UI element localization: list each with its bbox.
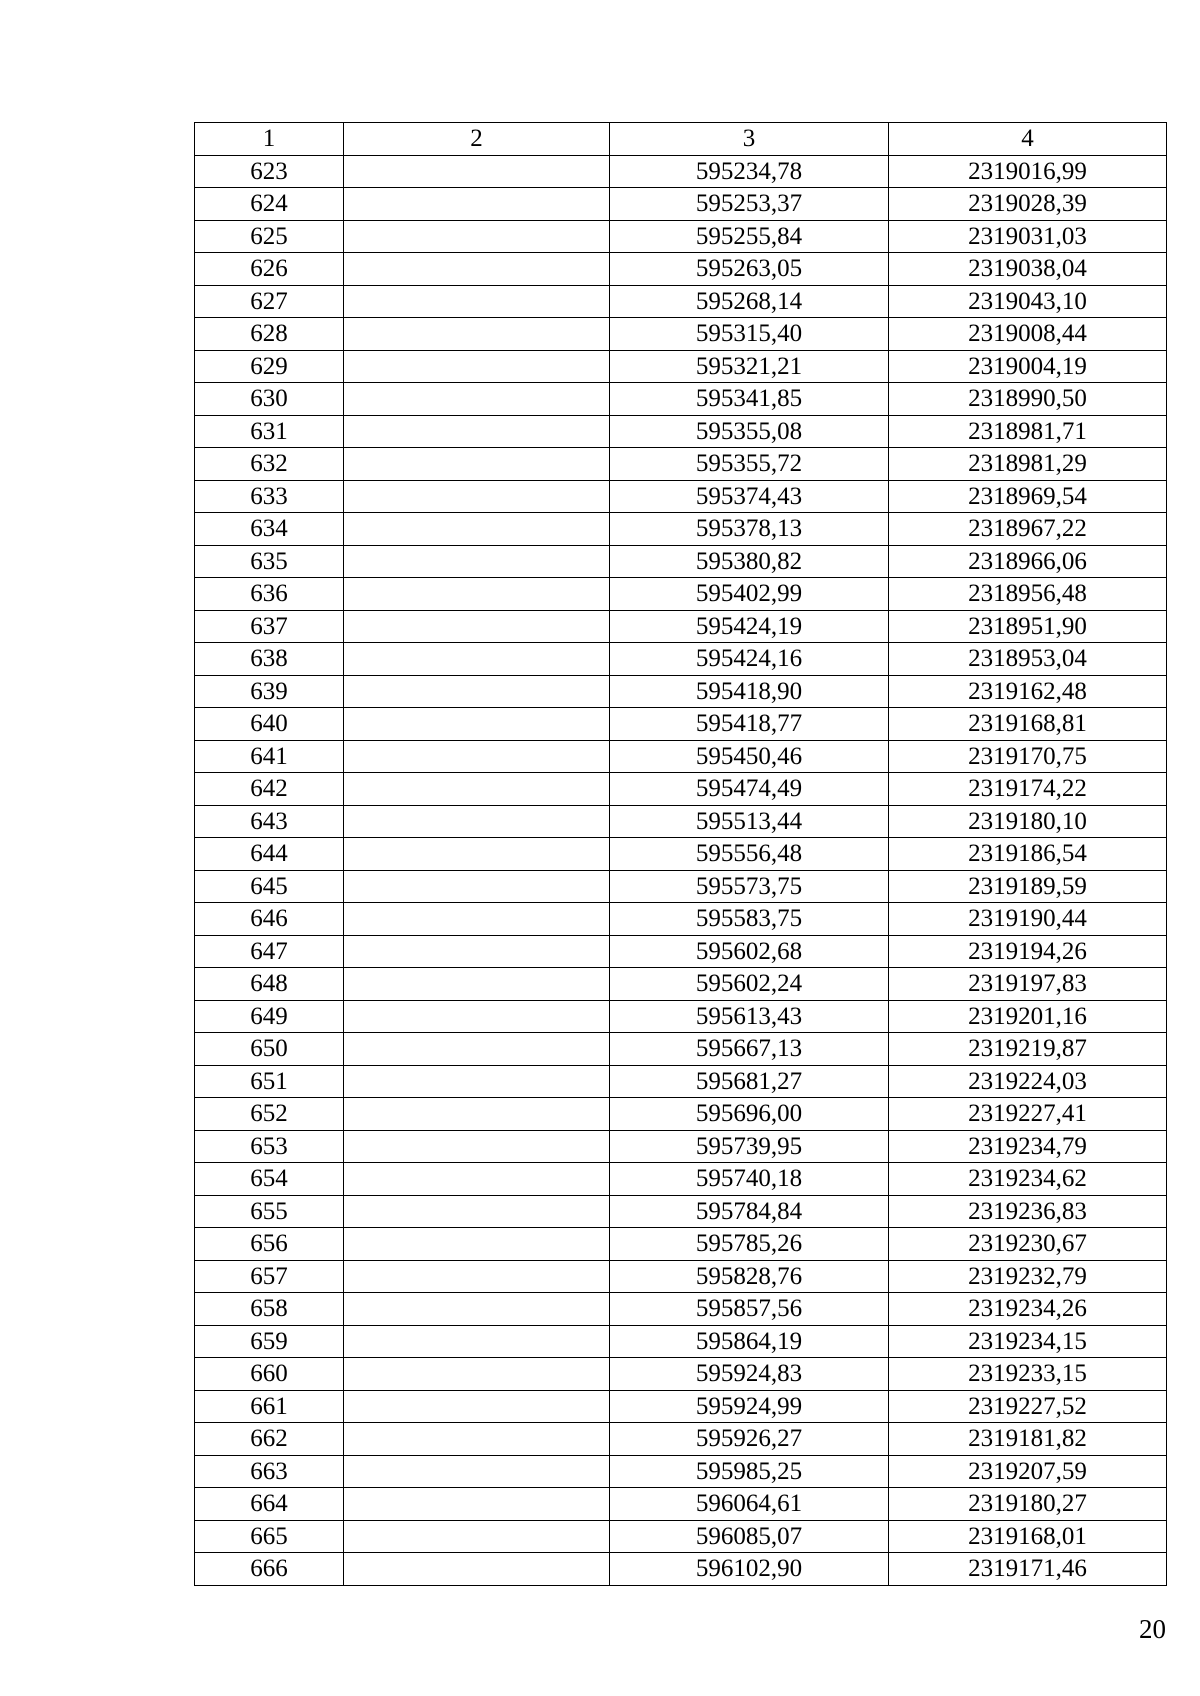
table-row [195, 1390, 1167, 1423]
description-cell [344, 1098, 610, 1131]
y-coordinate-cell: 2319197,83 [889, 968, 1167, 1001]
y-coordinate-cell: 2319180,10 [889, 805, 1167, 838]
x-coordinate-cell: 595556,48 [610, 838, 889, 871]
point-number-cell: 625 [195, 220, 344, 253]
description-cell [344, 935, 610, 968]
description-cell [344, 448, 610, 481]
column-header-1: 1 [195, 123, 344, 156]
x-coordinate-cell: 595573,75 [610, 870, 889, 903]
y-coordinate-cell: 2319190,44 [889, 903, 1167, 936]
table-row [195, 1228, 1167, 1261]
description-cell [344, 513, 610, 546]
table-row [195, 773, 1167, 806]
x-coordinate-cell: 595234,78 [610, 155, 889, 188]
description-cell [344, 1130, 610, 1163]
x-coordinate-cell: 595424,19 [610, 610, 889, 643]
description-cell [344, 708, 610, 741]
y-coordinate-cell: 2319234,26 [889, 1293, 1167, 1326]
y-coordinate-cell: 2318956,48 [889, 578, 1167, 611]
table-row [195, 643, 1167, 676]
x-coordinate-cell: 595857,56 [610, 1293, 889, 1326]
y-coordinate-cell: 2319168,01 [889, 1520, 1167, 1553]
y-coordinate-cell: 2319201,16 [889, 1000, 1167, 1033]
description-cell [344, 1033, 610, 1066]
point-number-cell: 658 [195, 1293, 344, 1326]
table-row [195, 1488, 1167, 1521]
table-body [195, 155, 1167, 1585]
description-cell [344, 1520, 610, 1553]
y-coordinate-cell: 2319170,75 [889, 740, 1167, 773]
y-coordinate-cell: 2319224,03 [889, 1065, 1167, 1098]
y-coordinate-cell: 2319207,59 [889, 1455, 1167, 1488]
table-row [195, 870, 1167, 903]
y-coordinate-cell: 2319234,79 [889, 1130, 1167, 1163]
table-row [195, 578, 1167, 611]
x-coordinate-cell: 595378,13 [610, 513, 889, 546]
description-cell [344, 188, 610, 221]
point-number-cell: 654 [195, 1163, 344, 1196]
point-number-cell: 662 [195, 1423, 344, 1456]
point-number-cell: 651 [195, 1065, 344, 1098]
x-coordinate-cell: 595268,14 [610, 285, 889, 318]
table-row [195, 1520, 1167, 1553]
description-cell [344, 1228, 610, 1261]
table-row [195, 1195, 1167, 1228]
table-row [195, 708, 1167, 741]
header-row [195, 123, 1167, 156]
page-number: 20 [1139, 1614, 1166, 1644]
description-cell [344, 1325, 610, 1358]
table-row [195, 968, 1167, 1001]
x-coordinate-cell: 595255,84 [610, 220, 889, 253]
table-row [195, 188, 1167, 221]
description-cell [344, 740, 610, 773]
x-coordinate-cell: 595374,43 [610, 480, 889, 513]
point-number-cell: 655 [195, 1195, 344, 1228]
y-coordinate-cell: 2319016,99 [889, 155, 1167, 188]
table-row [195, 415, 1167, 448]
table-row [195, 1358, 1167, 1391]
point-number-cell: 645 [195, 870, 344, 903]
y-coordinate-cell: 2319031,03 [889, 220, 1167, 253]
x-coordinate-cell: 595924,99 [610, 1390, 889, 1423]
table-row [195, 350, 1167, 383]
x-coordinate-cell: 595740,18 [610, 1163, 889, 1196]
description-cell [344, 1358, 610, 1391]
y-coordinate-cell: 2318981,71 [889, 415, 1167, 448]
table-row [195, 253, 1167, 286]
description-cell [344, 773, 610, 806]
y-coordinate-cell: 2319230,67 [889, 1228, 1167, 1261]
y-coordinate-cell: 2318966,06 [889, 545, 1167, 578]
y-coordinate-cell: 2319171,46 [889, 1553, 1167, 1586]
description-cell [344, 1195, 610, 1228]
description-cell [344, 1390, 610, 1423]
description-cell [344, 968, 610, 1001]
x-coordinate-cell: 596085,07 [610, 1520, 889, 1553]
x-coordinate-cell: 595355,08 [610, 415, 889, 448]
x-coordinate-cell: 595681,27 [610, 1065, 889, 1098]
y-coordinate-cell: 2319227,52 [889, 1390, 1167, 1423]
point-number-cell: 637 [195, 610, 344, 643]
description-cell [344, 838, 610, 871]
description-cell [344, 545, 610, 578]
description-cell [344, 383, 610, 416]
x-coordinate-cell: 595418,77 [610, 708, 889, 741]
description-cell [344, 643, 610, 676]
point-number-cell: 648 [195, 968, 344, 1001]
y-coordinate-cell: 2318953,04 [889, 643, 1167, 676]
description-cell [344, 1455, 610, 1488]
table-row [195, 1553, 1167, 1586]
y-coordinate-cell: 2319181,82 [889, 1423, 1167, 1456]
y-coordinate-cell: 2318990,50 [889, 383, 1167, 416]
point-number-cell: 642 [195, 773, 344, 806]
x-coordinate-cell: 595784,84 [610, 1195, 889, 1228]
x-coordinate-cell: 595450,46 [610, 740, 889, 773]
y-coordinate-cell: 2319038,04 [889, 253, 1167, 286]
description-cell [344, 1065, 610, 1098]
y-coordinate-cell: 2318981,29 [889, 448, 1167, 481]
x-coordinate-cell: 595739,95 [610, 1130, 889, 1163]
description-cell [344, 318, 610, 351]
description-cell [344, 870, 610, 903]
x-coordinate-cell: 595985,25 [610, 1455, 889, 1488]
table-row [195, 1000, 1167, 1033]
y-coordinate-cell: 2319043,10 [889, 285, 1167, 318]
point-number-cell: 640 [195, 708, 344, 741]
x-coordinate-cell: 595341,85 [610, 383, 889, 416]
table-row [195, 1325, 1167, 1358]
x-coordinate-cell: 595513,44 [610, 805, 889, 838]
y-coordinate-cell: 2319233,15 [889, 1358, 1167, 1391]
x-coordinate-cell: 596064,61 [610, 1488, 889, 1521]
y-coordinate-cell: 2319219,87 [889, 1033, 1167, 1066]
table-row [195, 1033, 1167, 1066]
point-number-cell: 627 [195, 285, 344, 318]
table-row [195, 805, 1167, 838]
point-number-cell: 643 [195, 805, 344, 838]
y-coordinate-cell: 2318951,90 [889, 610, 1167, 643]
x-coordinate-cell: 595667,13 [610, 1033, 889, 1066]
x-coordinate-cell: 595380,82 [610, 545, 889, 578]
table-row [195, 220, 1167, 253]
x-coordinate-cell: 595424,16 [610, 643, 889, 676]
x-coordinate-cell: 595263,05 [610, 253, 889, 286]
table-row [195, 610, 1167, 643]
y-coordinate-cell: 2318969,54 [889, 480, 1167, 513]
description-cell [344, 1000, 610, 1033]
y-coordinate-cell: 2319189,59 [889, 870, 1167, 903]
y-coordinate-cell: 2319028,39 [889, 188, 1167, 221]
x-coordinate-cell: 595474,49 [610, 773, 889, 806]
x-coordinate-cell: 595418,90 [610, 675, 889, 708]
description-cell [344, 578, 610, 611]
description-cell [344, 1293, 610, 1326]
point-number-cell: 638 [195, 643, 344, 676]
y-coordinate-cell: 2319232,79 [889, 1260, 1167, 1293]
table-row [195, 903, 1167, 936]
table-row [195, 1293, 1167, 1326]
point-number-cell: 647 [195, 935, 344, 968]
y-coordinate-cell: 2319004,19 [889, 350, 1167, 383]
point-number-cell: 632 [195, 448, 344, 481]
description-cell [344, 1260, 610, 1293]
description-cell [344, 253, 610, 286]
point-number-cell: 666 [195, 1553, 344, 1586]
x-coordinate-cell: 595321,21 [610, 350, 889, 383]
table-row [195, 155, 1167, 188]
description-cell [344, 480, 610, 513]
point-number-cell: 623 [195, 155, 344, 188]
point-number-cell: 635 [195, 545, 344, 578]
y-coordinate-cell: 2319234,15 [889, 1325, 1167, 1358]
y-coordinate-cell: 2319234,62 [889, 1163, 1167, 1196]
point-number-cell: 633 [195, 480, 344, 513]
x-coordinate-cell: 595402,99 [610, 578, 889, 611]
point-number-cell: 656 [195, 1228, 344, 1261]
table-row [195, 448, 1167, 481]
y-coordinate-cell: 2319174,22 [889, 773, 1167, 806]
point-number-cell: 629 [195, 350, 344, 383]
point-number-cell: 626 [195, 253, 344, 286]
table-row [195, 1130, 1167, 1163]
y-coordinate-cell: 2318967,22 [889, 513, 1167, 546]
x-coordinate-cell: 595253,37 [610, 188, 889, 221]
table-row [195, 383, 1167, 416]
coordinates-table [194, 122, 1167, 1586]
table-row [195, 480, 1167, 513]
point-number-cell: 652 [195, 1098, 344, 1131]
point-number-cell: 624 [195, 188, 344, 221]
point-number-cell: 646 [195, 903, 344, 936]
point-number-cell: 665 [195, 1520, 344, 1553]
x-coordinate-cell: 595696,00 [610, 1098, 889, 1131]
point-number-cell: 634 [195, 513, 344, 546]
point-number-cell: 631 [195, 415, 344, 448]
column-header-4: 4 [889, 123, 1167, 156]
y-coordinate-cell: 2319008,44 [889, 318, 1167, 351]
table-row [195, 1423, 1167, 1456]
description-cell [344, 903, 610, 936]
y-coordinate-cell: 2319236,83 [889, 1195, 1167, 1228]
description-cell [344, 350, 610, 383]
x-coordinate-cell: 595785,26 [610, 1228, 889, 1261]
x-coordinate-cell: 595613,43 [610, 1000, 889, 1033]
x-coordinate-cell: 595602,68 [610, 935, 889, 968]
y-coordinate-cell: 2319180,27 [889, 1488, 1167, 1521]
description-cell [344, 675, 610, 708]
point-number-cell: 650 [195, 1033, 344, 1066]
y-coordinate-cell: 2319194,26 [889, 935, 1167, 968]
description-cell [344, 1423, 610, 1456]
description-cell [344, 805, 610, 838]
x-coordinate-cell: 595583,75 [610, 903, 889, 936]
description-cell [344, 285, 610, 318]
point-number-cell: 663 [195, 1455, 344, 1488]
point-number-cell: 630 [195, 383, 344, 416]
description-cell [344, 155, 610, 188]
table-row [195, 318, 1167, 351]
point-number-cell: 660 [195, 1358, 344, 1391]
table-row [195, 675, 1167, 708]
description-cell [344, 1163, 610, 1196]
table-row [195, 285, 1167, 318]
point-number-cell: 664 [195, 1488, 344, 1521]
x-coordinate-cell: 595924,83 [610, 1358, 889, 1391]
x-coordinate-cell: 595602,24 [610, 968, 889, 1001]
table-row [195, 935, 1167, 968]
point-number-cell: 661 [195, 1390, 344, 1423]
table-row [195, 545, 1167, 578]
table-row [195, 740, 1167, 773]
x-coordinate-cell: 595355,72 [610, 448, 889, 481]
table-row [195, 1163, 1167, 1196]
point-number-cell: 653 [195, 1130, 344, 1163]
table-row [195, 1455, 1167, 1488]
x-coordinate-cell: 595864,19 [610, 1325, 889, 1358]
description-cell [344, 610, 610, 643]
point-number-cell: 628 [195, 318, 344, 351]
description-cell [344, 220, 610, 253]
point-number-cell: 641 [195, 740, 344, 773]
table-row [195, 1260, 1167, 1293]
x-coordinate-cell: 596102,90 [610, 1553, 889, 1586]
x-coordinate-cell: 595828,76 [610, 1260, 889, 1293]
point-number-cell: 636 [195, 578, 344, 611]
x-coordinate-cell: 595315,40 [610, 318, 889, 351]
point-number-cell: 657 [195, 1260, 344, 1293]
description-cell [344, 1488, 610, 1521]
point-number-cell: 649 [195, 1000, 344, 1033]
description-cell [344, 1553, 610, 1586]
table-row [195, 513, 1167, 546]
column-header-3: 3 [610, 123, 889, 156]
table-row [195, 1098, 1167, 1131]
point-number-cell: 644 [195, 838, 344, 871]
table-row [195, 838, 1167, 871]
y-coordinate-cell: 2319162,48 [889, 675, 1167, 708]
table-row [195, 1065, 1167, 1098]
description-cell [344, 415, 610, 448]
point-number-cell: 659 [195, 1325, 344, 1358]
point-number-cell: 639 [195, 675, 344, 708]
y-coordinate-cell: 2319168,81 [889, 708, 1167, 741]
column-header-2: 2 [344, 123, 610, 156]
y-coordinate-cell: 2319227,41 [889, 1098, 1167, 1131]
y-coordinate-cell: 2319186,54 [889, 838, 1167, 871]
x-coordinate-cell: 595926,27 [610, 1423, 889, 1456]
table-header [195, 123, 1167, 156]
